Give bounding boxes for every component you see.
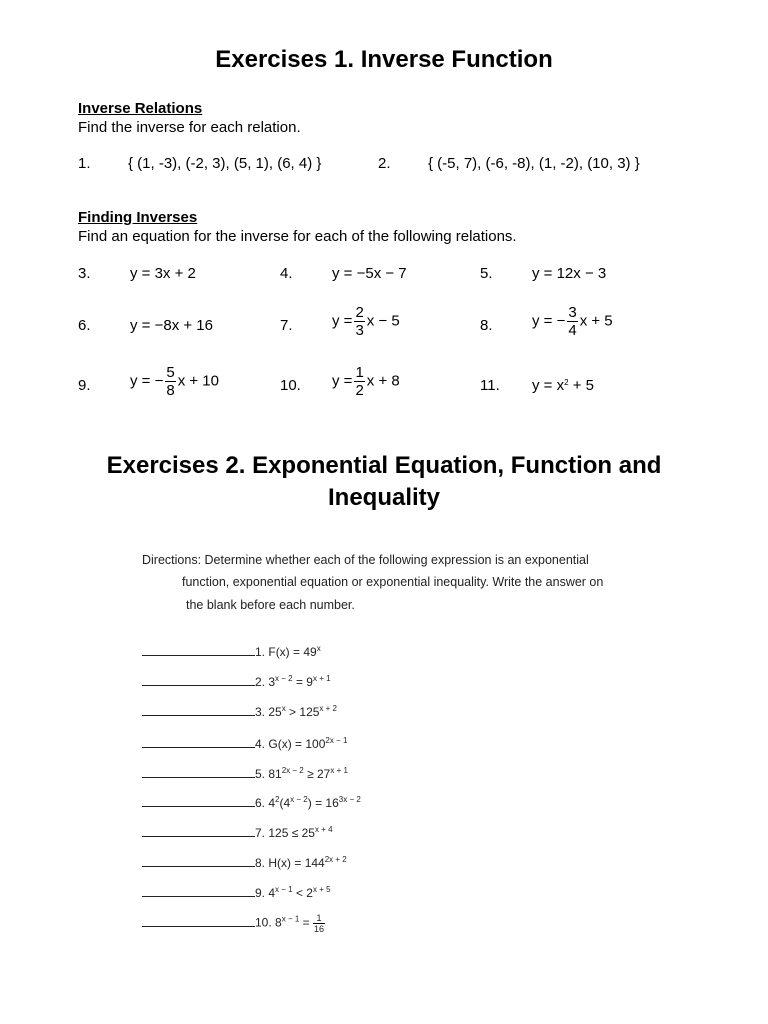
problem-number: 5. — [480, 265, 493, 282]
relation-2: { (-5, 7), (-6, -8), (1, -2), (10, 3) } — [428, 155, 640, 172]
problem-number: 8. — [480, 317, 493, 334]
exponent: 2x − 2 — [281, 766, 304, 775]
exponent: 2x + 2 — [324, 855, 347, 864]
denominator: 16 — [313, 924, 324, 934]
exponent: x + 1 — [330, 766, 348, 775]
numerator: 3 — [568, 304, 577, 321]
equation-10 — [332, 364, 400, 399]
exercise-item-9 — [142, 884, 331, 900]
item-number: 2. — [255, 675, 266, 689]
exercises-2-title-line-1: Exercises 2. Exponential Equation, Function and — [106, 452, 662, 479]
answer-blank[interactable] — [142, 643, 255, 656]
expression: = — [299, 915, 313, 930]
fraction — [354, 304, 364, 339]
equation-lhs: y = x — [532, 377, 565, 394]
expression: 25 — [268, 705, 282, 719]
equation-rhs: x + 8 — [366, 372, 400, 390]
problem-number: 2. — [378, 155, 391, 172]
equation-lhs: y = — [332, 312, 353, 330]
equation-4: y = −5x − 7 — [332, 265, 407, 282]
exercise-item-7 — [142, 824, 333, 840]
numerator: 5 — [166, 364, 175, 381]
expression: 3 — [268, 675, 276, 689]
finding-inverses-heading: Finding Inverses — [78, 209, 198, 226]
equation-9 — [130, 364, 219, 399]
exponent: x − 2 — [275, 674, 293, 683]
denominator: 3 — [355, 322, 364, 339]
answer-blank[interactable] — [142, 765, 255, 778]
exercises-1-title: Exercises 1. Inverse Function — [215, 46, 553, 73]
exercise-item-2 — [142, 673, 331, 689]
expression: > 125 — [285, 705, 320, 719]
problem-number: 7. — [280, 317, 293, 334]
exponent: 3x − 2 — [338, 795, 361, 804]
expression: ≥ 27 — [303, 767, 331, 781]
equation-lhs: y = − — [130, 372, 164, 390]
exponent: x — [316, 644, 321, 653]
answer-blank[interactable] — [142, 914, 255, 927]
answer-blank[interactable] — [142, 794, 255, 807]
problem-number: 1. — [78, 155, 91, 172]
item-number: 8. — [255, 856, 266, 870]
exponent: x — [281, 704, 286, 713]
expression: 81 — [268, 767, 282, 781]
exponent: 2x − 1 — [325, 736, 348, 745]
equation-7 — [332, 304, 400, 339]
exponent: 2 — [564, 378, 569, 387]
answer-blank[interactable] — [142, 854, 255, 867]
exercise-item-1 — [142, 643, 321, 659]
numerator: 1 — [355, 364, 364, 381]
exponent: 2 — [275, 795, 280, 804]
expression: (4 — [279, 796, 291, 810]
item-number: 4. — [255, 737, 266, 751]
denominator: 4 — [568, 322, 577, 339]
denominator: 8 — [166, 382, 175, 399]
equation-11 — [532, 377, 594, 394]
fraction — [313, 913, 325, 934]
exponent: x + 4 — [314, 825, 333, 834]
inverse-relations-heading: Inverse Relations — [78, 100, 203, 117]
item-number: 9. — [255, 886, 266, 900]
exercise-item-3 — [142, 703, 337, 719]
equation-8 — [532, 304, 613, 339]
inverse-relations-instruction: Find the inverse for each relation. — [78, 119, 301, 136]
problem-number: 10. — [280, 377, 301, 394]
answer-blank[interactable] — [142, 703, 255, 716]
exponent: x + 5 — [312, 885, 331, 894]
problem-number: 9. — [78, 377, 91, 394]
expression: 4 — [268, 886, 276, 900]
item-number: 5. — [255, 767, 266, 781]
relation-1: { (1, -3), (-2, 3), (5, 1), (6, 4) } — [128, 155, 322, 172]
fraction — [567, 304, 577, 339]
directions-line-1: Directions: Determine whether each of the following expression is an exponential — [142, 553, 589, 567]
finding-inverses-instruction: Find an equation for the inverse for each of the following relations. — [78, 228, 517, 245]
problem-number: 11. — [480, 377, 500, 394]
exponent: x − 1 — [281, 914, 300, 924]
exercise-item-5 — [142, 765, 348, 781]
exercise-item-4 — [142, 735, 347, 751]
fraction — [354, 364, 364, 399]
exponent: x − 2 — [290, 795, 308, 804]
expression: < 2 — [292, 886, 313, 900]
equation-rhs: + 5 — [568, 377, 594, 394]
equation-lhs: y = — [332, 372, 353, 390]
denominator: 2 — [355, 382, 364, 399]
directions-line-3: the blank before each number. — [186, 598, 355, 612]
equation-lhs: y = − — [532, 312, 566, 330]
equation-rhs: x − 5 — [366, 312, 400, 330]
expression: H(x) = 144 — [268, 856, 325, 870]
item-number: 7. — [255, 826, 266, 840]
expression: G(x) = 100 — [268, 737, 326, 751]
answer-blank[interactable] — [142, 884, 255, 897]
item-number: 3. — [255, 705, 266, 719]
equation-3: y = 3x + 2 — [130, 265, 196, 282]
equation-rhs: x + 10 — [177, 372, 219, 390]
answer-blank[interactable] — [142, 673, 255, 686]
item-number: 6. — [255, 796, 266, 810]
equation-6: y = −8x + 16 — [130, 317, 213, 334]
exercise-item-10 — [142, 913, 325, 934]
numerator: 2 — [355, 304, 364, 321]
exponent: x − 1 — [275, 885, 293, 894]
fraction — [165, 364, 175, 399]
problem-number: 3. — [78, 265, 91, 282]
numerator: 1 — [313, 913, 325, 924]
expression: 125 ≤ 25 — [268, 826, 315, 840]
exponent: x + 2 — [319, 704, 337, 713]
expression: F(x) = 49 — [268, 645, 317, 659]
expression: 8 — [275, 915, 282, 930]
exponent: x + 1 — [312, 674, 331, 683]
problem-number: 6. — [78, 317, 91, 334]
expression: 4 — [268, 796, 276, 810]
problem-number: 4. — [280, 265, 293, 282]
exercise-item-6 — [142, 794, 361, 810]
expression: = 9 — [292, 675, 313, 689]
equation-rhs: x + 5 — [579, 312, 613, 330]
expression: ) = 16 — [307, 796, 339, 810]
directions-line-2: function, exponential equation or exponential inequality. Write the answer on — [182, 575, 604, 589]
answer-blank[interactable] — [142, 735, 255, 748]
item-number: 10. — [255, 915, 272, 930]
exercise-item-8 — [142, 854, 347, 870]
item-number: 1. — [255, 645, 266, 659]
answer-blank[interactable] — [142, 824, 255, 837]
equation-5: y = 12x − 3 — [532, 265, 607, 282]
exercises-2-title-line-2: Inequality — [327, 484, 441, 511]
